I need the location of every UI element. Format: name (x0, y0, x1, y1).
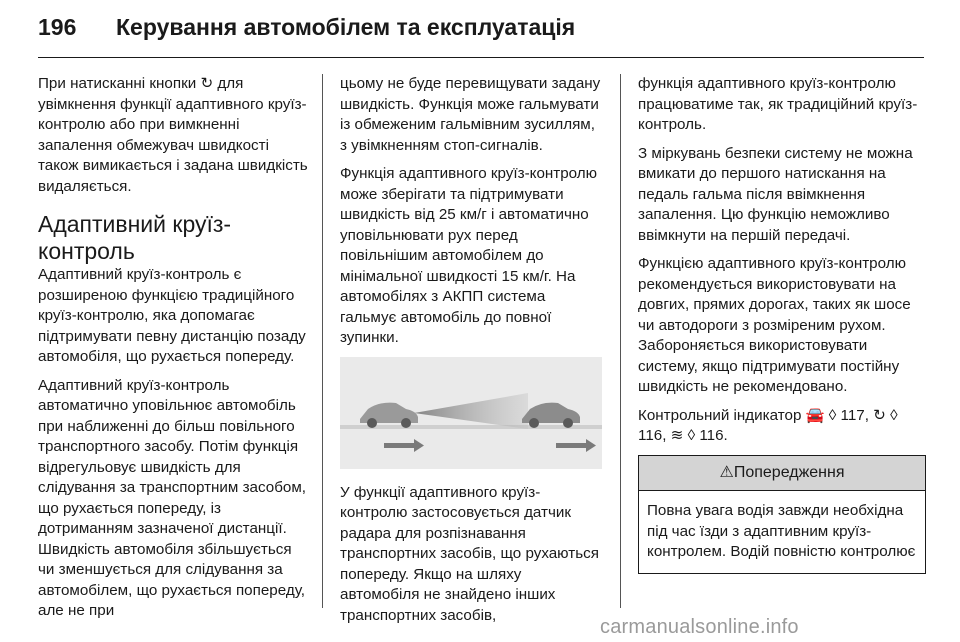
arrow-right-icon (556, 439, 596, 452)
paragraph: Функція адаптивного круїз-контролю може зберігати та підтримувати швидкість від 25 км/г і автоматично уповільнювати рух перед повільнішим автомобілем до мінімальної швидкості 15 км/г. На автомобілях з АКПП система гальмує автомобіль до повної зупинки. (340, 165, 598, 346)
paragraph: З міркувань безпеки систему не можна вмикати до першого натискання на педаль гальма після ввімкнення запалення. Цю функцію неможливо ввімкнути на першій передачі. (638, 144, 913, 244)
paragraph: Функцією адаптивного круїз-контролю рекомендується використовувати на довгих, прямих дорогах, таких як шосе чи автодороги з розміреним рухом. Забороняється використовувати систему, якщо підтримувати постійну швидкість не рекомендовано. (638, 255, 911, 395)
radar-illustration (340, 357, 602, 469)
indicator-references: Контрольний індикатор 🚘 ◊ 117, ↻ ◊ 116, ≋ ◊ 116. (638, 406, 898, 444)
paragraph: Адаптивний круїз-контроль автоматично уповільнює автомобіль при наближенні до більш повільного транспортного засобу. Потім функція відрегульовує швидкість для слідування за транспортним засобом, що рухається попереду, із дотриманням зазначеної дистанції. Швидкість автомобіля збільшується чи зменшується для слідування за автомобілем, що рухається попереду, але не при (38, 376, 307, 619)
own-car-icon (360, 402, 418, 427)
column-1 (38, 74, 310, 630)
page-number: 196 (38, 14, 77, 40)
column-divider (322, 74, 323, 608)
paragraph: При натисканні кнопки ↻ для увімкнення функції адаптивного круїз-контролю або при вимкненні запалення обмежувач швидкості також вимикається і задана швидкість видаляється. (38, 75, 308, 195)
chapter-title: Керування автомобілем та експлуатація (116, 14, 576, 40)
column-3 (638, 74, 926, 574)
page-header (0, 0, 960, 58)
paragraph: Адаптивний круїз-контроль є розширеною функцією традиційного круїз-контролю, яка допомагає підтримувати певну дистанцію позаду автомобіля, що рухається попереду. (38, 266, 306, 365)
radar-diagram (340, 357, 602, 469)
road-line (340, 425, 602, 429)
paragraph: функція адаптивного круїз-контролю працюватиме так, як традиційний круїз-контроль. (638, 75, 918, 133)
warning-box (638, 455, 926, 574)
paragraph: У функції адаптивного круїз-контролю застосовується датчик радара для розпізнавання транспортних засобів, що рухаються попереду. Якщо на шляху автомобіля не знайдено інших транспортних засобів, (340, 483, 599, 624)
warning-title: ⚠Попередження (639, 456, 925, 492)
radar-cone (414, 393, 528, 429)
warning-text: Повна увага водія завжди необхідна під час їзди з адаптивним круїз-контролем. Водій повністю контролює (647, 502, 916, 560)
header-rule (38, 57, 924, 58)
leading-car-icon (522, 402, 580, 427)
section-heading: Адаптивний круїз-контроль (38, 211, 232, 264)
arrow-right-icon (384, 439, 424, 452)
column-divider (620, 74, 621, 608)
column-2 (340, 74, 604, 634)
watermark: carmanualsonline.info (600, 616, 799, 638)
paragraph: цьому не буде перевищувати задану швидкість. Функція може гальмувати із обмеженим гальмівним зусиллям, з увімкненням стоп-сигналів. (340, 75, 601, 154)
